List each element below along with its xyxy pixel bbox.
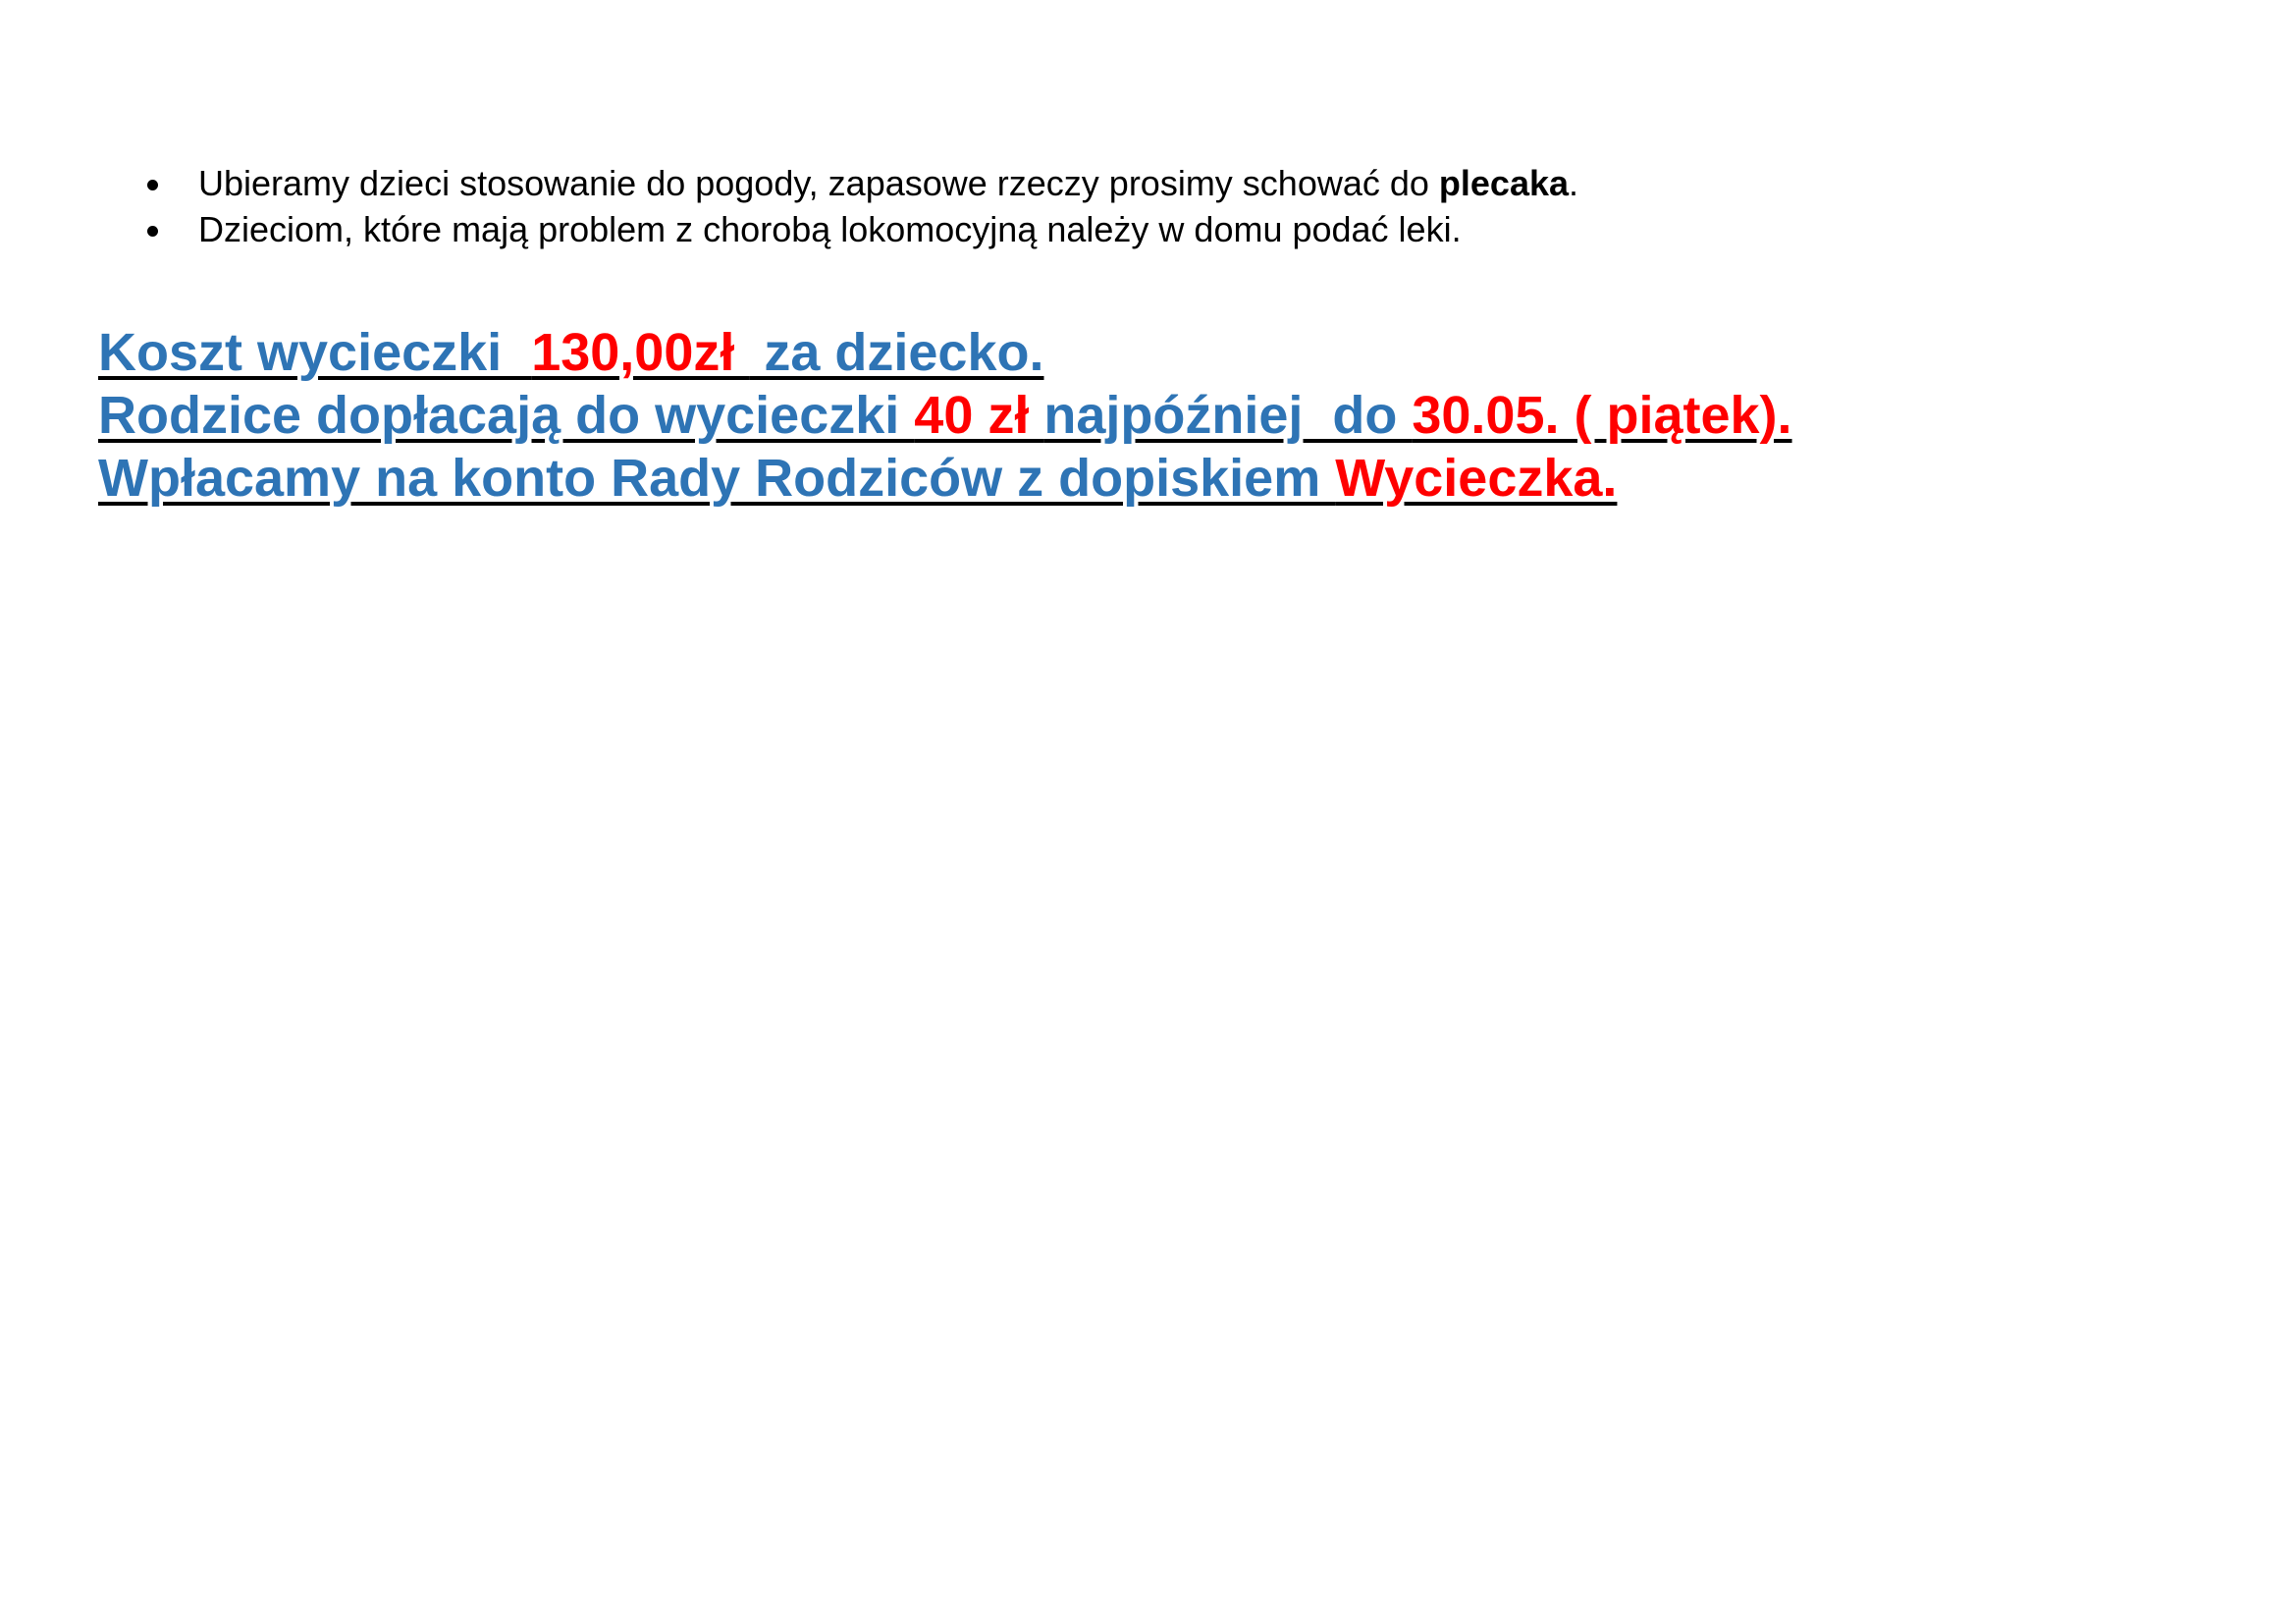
cost-price: 130,00zł	[531, 323, 750, 382]
transfer-line	[98, 447, 1792, 510]
bullet-text-end: .	[1569, 163, 1579, 203]
cost-per-child: za dziecko.	[749, 323, 1044, 382]
deadline-label: najpóźniej do	[1043, 386, 1413, 445]
cost-label: Koszt wycieczki	[98, 323, 532, 382]
surcharge-amount: 40 zł	[914, 386, 1044, 445]
payment-notice	[98, 321, 1792, 510]
transfer-keyword: Wycieczka.	[1335, 449, 1618, 508]
bullet-dot-icon	[147, 226, 158, 237]
bullet-list	[147, 160, 1578, 252]
bullet-text: Ubieramy dzieci stosowanie do pogody, zapasowe rzeczy prosimy schować do	[198, 163, 1439, 203]
transfer-label: Wpłacamy na konto Rady Rodziców z dopiskiem	[98, 449, 1336, 508]
deadline-date: 30.05. ( piątek).	[1412, 386, 1792, 445]
bullet-bold-text: plecaka	[1438, 163, 1570, 203]
surcharge-line	[98, 384, 1792, 447]
bullet-item-clothing	[147, 160, 1578, 206]
bullet-item-medication	[147, 206, 1578, 252]
bullet-dot-icon	[147, 180, 158, 190]
bullet-text: Dzieciom, które mają problem z chorobą lokomocyjną należy w domu podać leki.	[198, 209, 1462, 249]
surcharge-label: Rodzice dopłacają do wycieczki	[98, 386, 915, 445]
cost-line	[98, 321, 1792, 384]
